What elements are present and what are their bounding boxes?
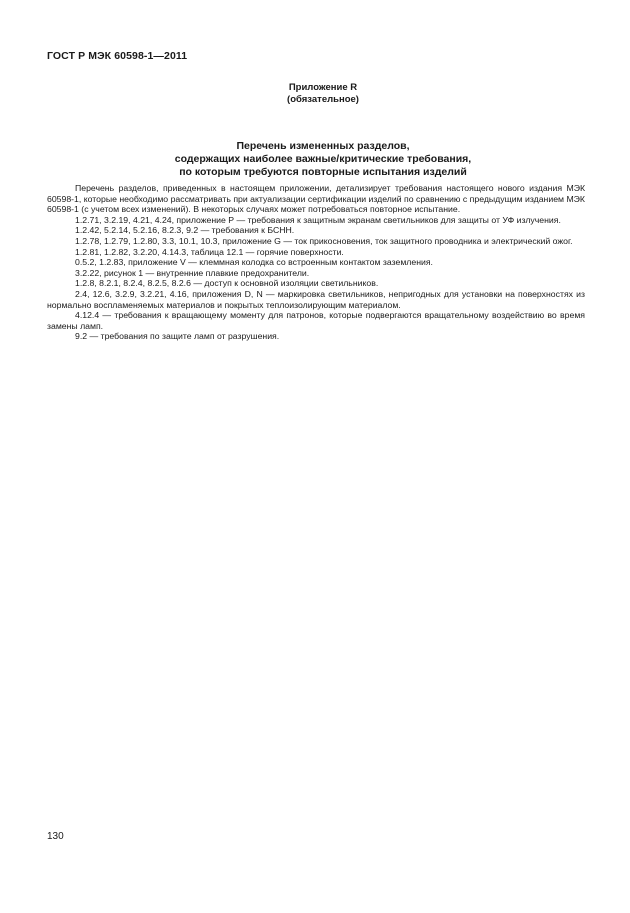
section-title-line: содержащих наиболее важные/критические требования, (174, 153, 472, 165)
requirement-paragraph: 1.2.8, 8.2.1, 8.2.4, 8.2.5, 8.2.6 — доступ к основной изоляции светильников. (75, 278, 379, 289)
section-title (0, 140, 630, 179)
requirement-paragraph: 1.2.71, 3.2.19, 4.21, 4.24, приложение Р — требования к защитным экранам светильников для защиты от УФ излучения. (75, 214, 561, 225)
requirement-paragraph: 4.12.4 — требования к вращающему моменту для патронов, которые подвергаются вращательному воздействию во время замены ламп. (47, 310, 585, 331)
requirement-paragraph: 9.2 — требования по защите ламп от разрушения. (75, 331, 280, 342)
page-number: 130 (47, 831, 64, 842)
requirement-paragraph: 1.2.78, 1.2.79, 1.2.80, 3.3, 10.1, 10.3, приложение G — ток прикосновения, ток защитного проводника и электрический ожог. (75, 235, 573, 246)
requirement-paragraph: 3.2.22, рисунок 1 — внутренние плавкие предохранители. (75, 267, 310, 278)
body-text (47, 183, 585, 342)
section-title-line: по которым требуются повторные испытания изделий (179, 166, 467, 178)
requirement-paragraph: 0.5.2, 1.2.83, приложение V — клеммная колодка со встроенным контактом заземления. (75, 257, 433, 268)
section-title-line: Перечень измененных разделов, (236, 140, 410, 152)
requirement-paragraph: 1.2.42, 5.2.14, 5.2.16, 8.2.3, 9.2 — требования к БСНН. (75, 225, 295, 236)
appendix-heading (0, 82, 630, 106)
appendix-title: Приложение R (288, 82, 358, 93)
requirement-paragraph: 1.2.81, 1.2.82, 3.2.20, 4.14.3, таблица 12.1 — горячие поверхности. (75, 246, 344, 257)
document-code: ГОСТ Р МЭК 60598-1—2011 (47, 50, 188, 62)
appendix-status: (обязательное) (287, 94, 359, 105)
intro-paragraph: Перечень разделов, приведенных в настоящем приложении, детализирует требования настоящего нового издания МЭК 60598-1, которые необходимо рассматривать при актуализации сертификации изделий по сравнению с предыдущим изданием МЭК 60598-1 (с учетом всех изменений). В некоторых случаях может потребоваться повторное испытание. (47, 183, 585, 215)
requirement-paragraph: 2.4, 12.6, 3.2.9, 3.2.21, 4.16, приложения D, N — маркировка светильников, непригодных для установки на поверхностях из нормально воспламеняемых материалов и покрытых теплоизолирующим материалом. (47, 288, 585, 310)
